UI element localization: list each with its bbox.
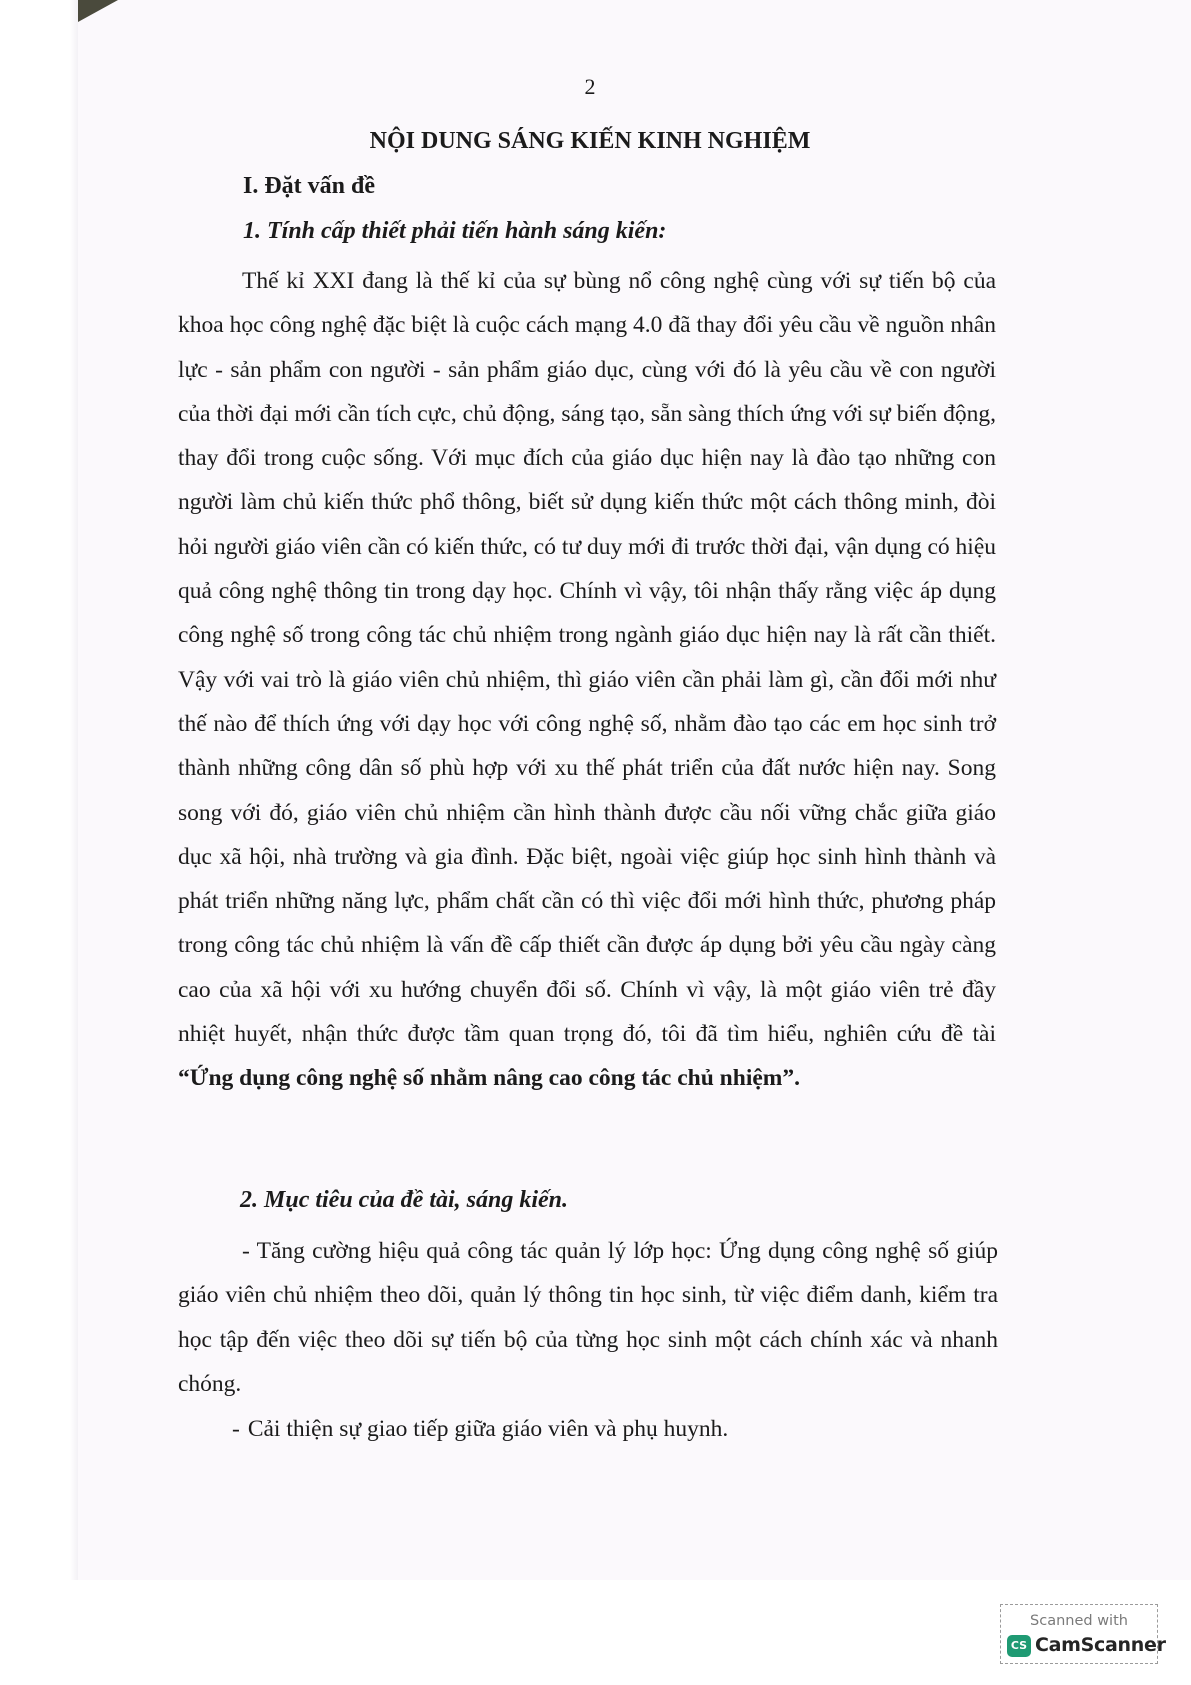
paragraph-urgency-text: Thế kỉ XXI đang là thế kỉ của sự bùng nổ công nghệ cùng với sự tiến bộ của khoa học công nghệ đặc biệt là cuộc cách mạng 4.0 đã thay đổi yêu cầu về nguồn nhân lực - sản phẩm con người - sản phẩm giáo dục, cùng với đó là yêu cầu về con người của thời đại mới cần tích cực, chủ động, sáng tạo, sẵn sàng thích ứng với sự biến động, thay đổi trong cuộc sống. Với mục đích của giáo dục hiện nay là đào tạo những con người làm chủ kiến thức phổ thông, biết sử dụng kiến thức một cách thông minh, đòi hỏi người giáo viên cần có kiến thức, có tư duy mới đi trước thời đại, vận dụng có hiệu quả công nghệ thông tin trong dạy học. Chính vì vậy, tôi nhận thấy rằng việc áp dụng công nghệ số trong công tác chủ nhiệm trong ngành giáo dục hiện nay là rất cần thiết. Vậy với vai trò là giáo viên chủ nhiệm, thì giáo viên cần phải làm gì, cần đổi mới như thế nào để thích ứng với dạy học với công nghệ số, nhằm đào tạo các em học sinh trở thành những công dân số phù hợp với xu thế phát triển của đất nước hiện nay. Song song với đó, giáo viên chủ nhiệm cần hình thành được cầu nối vững chắc giữa giáo dục xã hội, nhà trường và gia đình. Đặc biệt, ngoài việc giúp học sinh hình thành và phát triển những năng lực, phẩm chất cần có thì việc đổi mới hình thức, phương pháp trong công tác chủ nhiệm là vấn đề cấp thiết cần được áp dụng bởi yêu cầu ngày càng cao của xã hội với xu hướng chuyển đổi số. Chính vì vậy, là một giáo viên trẻ đầy nhiệt huyết, nhận thức được tầm quan trọng đó, tôi đã tìm hiểu, nghiên cứu đề tài [178, 268, 996, 1048]
subheading-urgency: 1. Tính cấp thiết phải tiến hành sáng kiến: [243, 218, 667, 244]
subheading-objectives: 2. Mục tiêu của đề tài, sáng kiến. [240, 1187, 569, 1213]
paragraph-objective-management: - Tăng cường hiệu quả công tác quản lý lớp học: Ứng dụng công nghệ số giúp giáo viên chủ nhiệm theo dõi, quản lý thông tin học sinh, từ việc điểm danh, kiểm tra học tập đến việc theo dõi sự tiến bộ của từng học sinh một cách chính xác và nhanh chóng. [178, 1238, 998, 1397]
topic-title: “Ứng dụng công nghệ số nhằm nâng cao công tác chủ nhiệm” [178, 1065, 795, 1092]
watermark-caption: Scanned with [1030, 1613, 1128, 1629]
objective-communication-text: Cải thiện sự giao tiếp giữa giáo viên và phụ huynh. [247, 1416, 729, 1442]
watermark-brand: CamScanner [1035, 1634, 1166, 1656]
paragraph-objective-communication [232, 1407, 992, 1451]
scan-left-margin [0, 0, 78, 1580]
folded-corner [78, 0, 118, 22]
page-number: 2 [584, 74, 596, 99]
paragraph-end: . [794, 1065, 800, 1092]
document-title: NỘI DUNG SÁNG KIẾN KINH NGHIỆM [369, 128, 811, 154]
paragraph-urgency [178, 259, 996, 1101]
section-heading: I. Đặt vấn đề [243, 173, 376, 199]
camscanner-watermark [1000, 1604, 1166, 1664]
bullet-dash: - [232, 1416, 240, 1442]
camscanner-logo-icon: CS [1007, 1635, 1031, 1657]
